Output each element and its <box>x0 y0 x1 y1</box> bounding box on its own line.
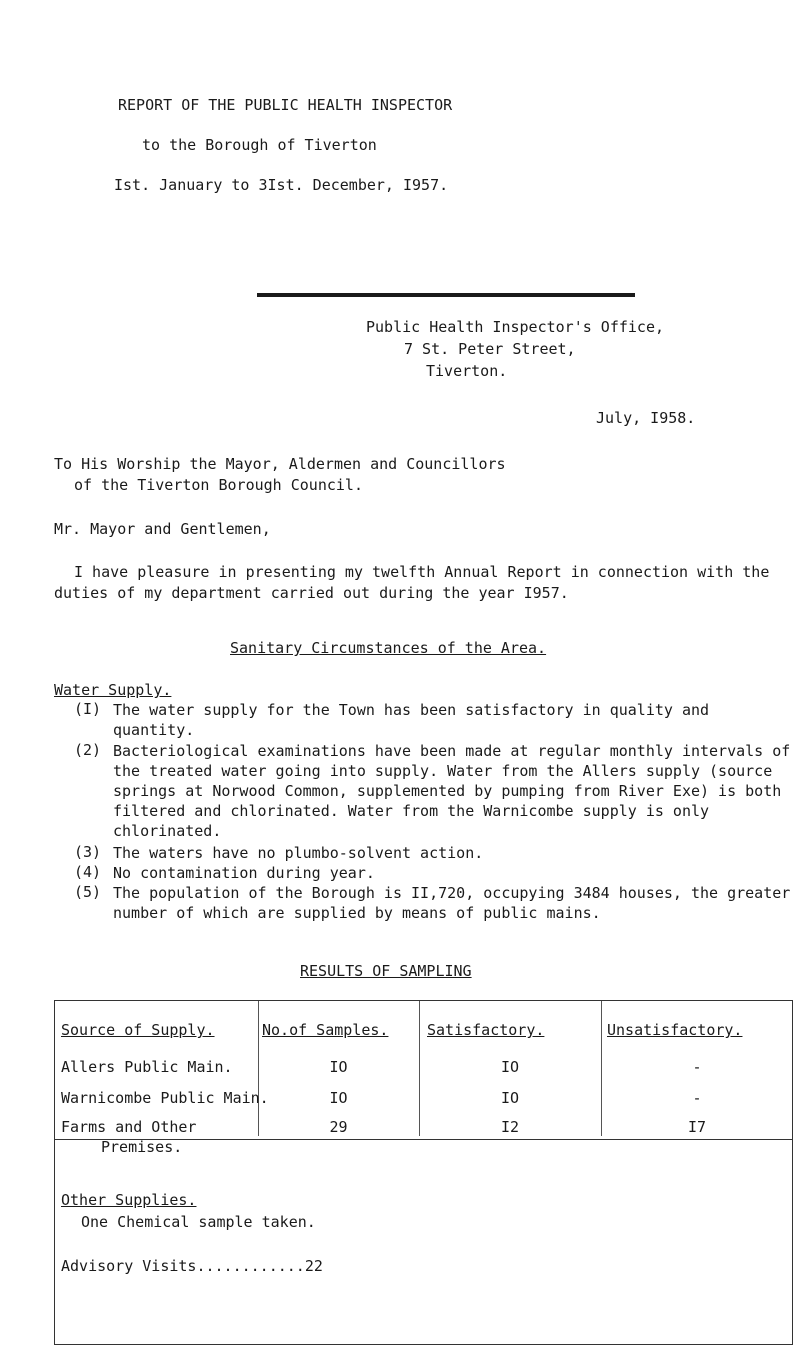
item-text: The waters have no plumbo-solvent action. <box>113 844 484 862</box>
item-number: (4) <box>74 863 102 881</box>
col-header-unsatisfactory: Unsatisfactory. <box>607 1021 743 1039</box>
address-line-3: Tiverton. <box>426 362 508 380</box>
item-text: The population of the Borough is II,720, occupying 3484 houses, the greater number of which are supplied by means of public mains. <box>113 884 791 922</box>
row-unsatisfactory: I7 <box>687 1118 707 1136</box>
row-satisfactory: I2 <box>500 1118 520 1136</box>
greeting: Mr. Mayor and Gentlemen, <box>54 520 271 538</box>
item-number: (5) <box>74 883 102 901</box>
row-unsatisfactory: - <box>692 1089 702 1107</box>
divider-rule <box>257 293 635 297</box>
row-unsatisfactory: - <box>692 1058 702 1076</box>
item-number: (3) <box>74 843 102 861</box>
results-title: RESULTS OF SAMPLING <box>300 962 472 980</box>
report-date: July, I958. <box>596 409 696 427</box>
col-header-source: Source of Supply. <box>61 1021 215 1039</box>
col-header-samples: No.of Samples. <box>262 1021 389 1039</box>
item-number: (2) <box>74 741 102 759</box>
item-text: Bacteriological examinations have been made at regular monthly intervals of the treated water going into supply. Water from the Allers supply (source springs at Norwood Common, supplemented by pumping from River Exe) is both filtered and chlorinated. Water from the Warnicombe supply is only chlorinated. <box>113 742 791 840</box>
col-header-satisfactory: Satisfactory. <box>427 1021 545 1039</box>
results-table <box>54 1000 793 1345</box>
address-line-2: 7 St. Peter Street, <box>404 340 576 358</box>
address-line-1: Public Health Inspector's Office, <box>366 318 665 336</box>
report-title: REPORT OF THE PUBLIC HEALTH INSPECTOR <box>118 96 453 114</box>
report-period: Ist. January to 3Ist. December, I957. <box>114 176 449 194</box>
addressee-line-2: of the Tiverton Borough Council. <box>74 476 363 494</box>
row-samples: 29 <box>329 1118 348 1136</box>
row-source-cont: Premises. <box>101 1138 183 1156</box>
row-source: Farms and Other <box>61 1118 197 1136</box>
intro-paragraph: I have pleasure in presenting my twelfth Annual Report in connection with the duties of my department carried out during the year I957. <box>54 563 770 602</box>
row-satisfactory: IO <box>500 1089 520 1107</box>
other-supplies-heading: Other Supplies. <box>61 1191 197 1209</box>
item-number: (I) <box>74 700 102 718</box>
addressee-line-1: To His Worship the Mayor, Aldermen and Councillors <box>54 455 506 473</box>
report-subtitle: to the Borough of Tiverton <box>142 136 377 154</box>
water-supply-heading: Water Supply. <box>54 681 172 699</box>
item-text: No contamination during year. <box>113 864 375 882</box>
section-title: Sanitary Circumstances of the Area. <box>230 639 547 657</box>
advisory-visits: Advisory Visits............22 <box>61 1257 323 1275</box>
row-source: Allers Public Main. <box>61 1058 233 1076</box>
item-text: The water supply for the Town has been satisfactory in quality and quantity. <box>113 701 710 739</box>
other-supplies-text: One Chemical sample taken. <box>81 1213 316 1231</box>
row-source: Warnicombe Public Main. <box>61 1089 269 1107</box>
row-satisfactory: IO <box>500 1058 520 1076</box>
row-samples: IO <box>329 1089 348 1107</box>
row-samples: IO <box>329 1058 348 1076</box>
